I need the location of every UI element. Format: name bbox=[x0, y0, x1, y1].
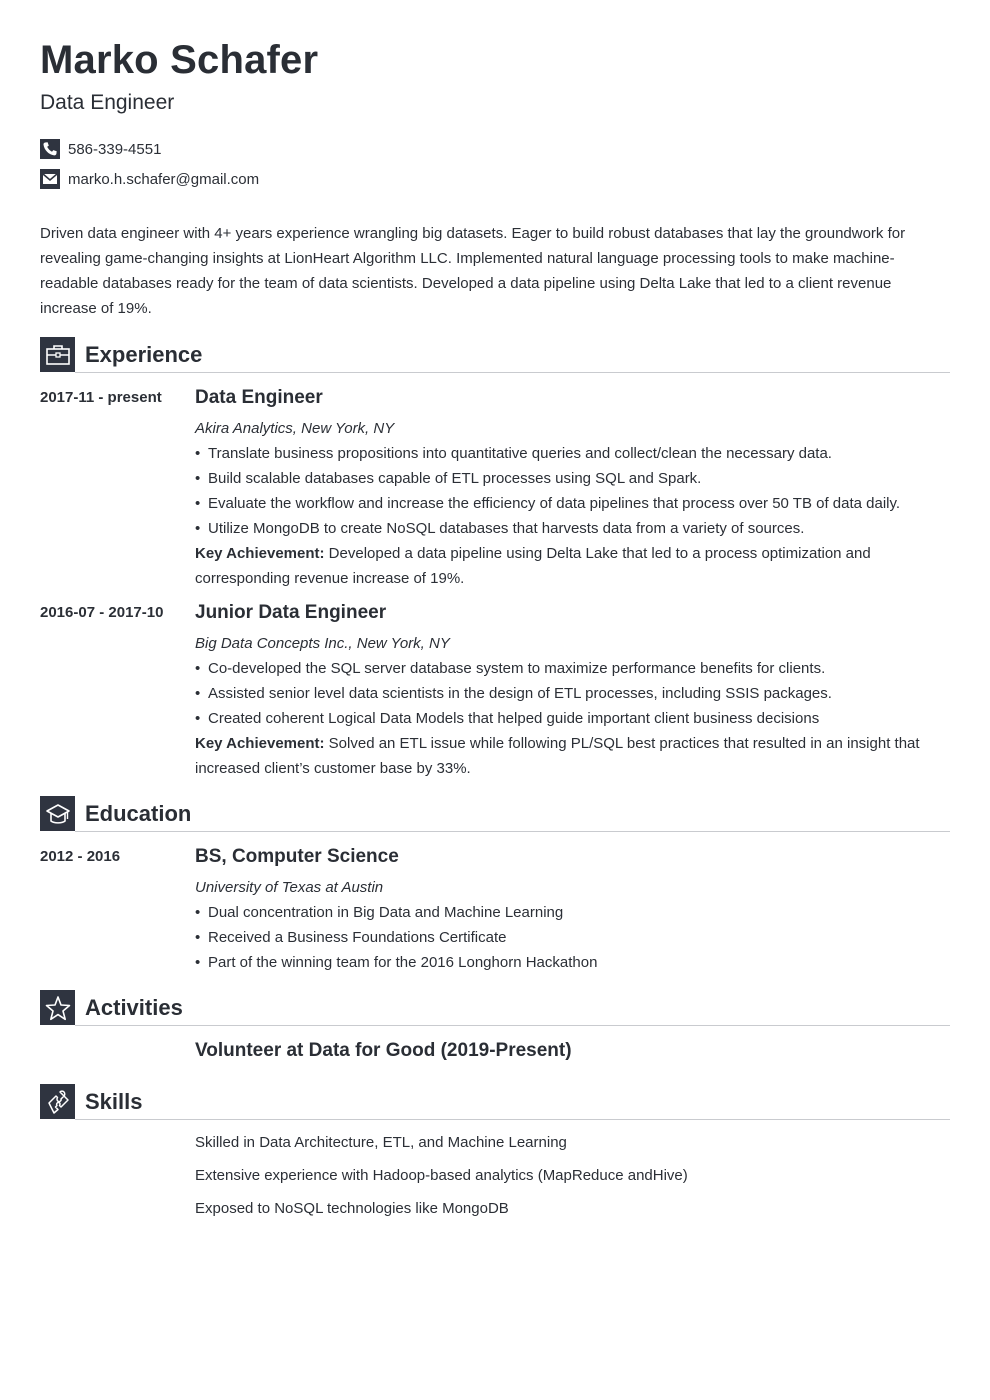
job-title: Junior Data Engineer bbox=[195, 602, 387, 623]
activities-heading: Activities bbox=[85, 995, 183, 1020]
duties-list bbox=[195, 656, 935, 731]
list-item: • Co-developed the SQL server database system to maximize performance benefits for clients. bbox=[195, 656, 935, 681]
duties-list bbox=[195, 441, 935, 541]
skill-item: Skilled in Data Architecture, ETL, and Machine Learning bbox=[195, 1134, 567, 1151]
section-divider bbox=[75, 1119, 950, 1120]
skill-item: Exposed to NoSQL technologies like MongoDB bbox=[195, 1200, 509, 1217]
key-achievement-label: Key Achievement: bbox=[195, 735, 325, 752]
section-divider bbox=[75, 1025, 950, 1026]
section-divider bbox=[75, 372, 950, 373]
profile-summary: Driven data engineer with 4+ years experience wrangling big datasets. Eager to build robust databases that lay the groundwork for revealing game-changing insights at LionHeart Algorithm LLC. Implemented natural language processing tools to make machine-readable databases ready for the team of data scientists. Developed a data pipeline using Delta Lake that led to a client revenue increase of 19%. bbox=[40, 225, 906, 317]
list-item: • Build scalable databases capable of ETL processes using SQL and Spark. bbox=[195, 466, 935, 491]
entry-dates: 2017-11 - present bbox=[40, 389, 162, 406]
employer: Akira Analytics, New York, NY bbox=[195, 420, 395, 437]
email-contact bbox=[40, 169, 259, 189]
key-achievement bbox=[195, 541, 935, 591]
phone-icon bbox=[40, 139, 60, 159]
job-title: Data Engineer bbox=[195, 387, 323, 408]
key-achievement-text: Solved an ETL issue while following PL/SQL best practices that resulted in an insight that increased client’s customer base by 33%. bbox=[195, 735, 920, 777]
section-divider bbox=[75, 831, 950, 832]
education-details-list bbox=[195, 900, 935, 975]
skills-section-header bbox=[40, 1084, 950, 1120]
activity-item: Volunteer at Data for Good (2019-Present) bbox=[195, 1040, 572, 1061]
experience-section-header bbox=[40, 337, 950, 373]
skill-item: Extensive experience with Hadoop-based analytics (MapReduce andHive) bbox=[195, 1167, 688, 1184]
entry-dates: 2016-07 - 2017-10 bbox=[40, 604, 164, 621]
school: University of Texas at Austin bbox=[195, 879, 384, 896]
degree: BS, Computer Science bbox=[195, 846, 399, 867]
phone-contact bbox=[40, 139, 161, 159]
phone-number: 586-339-4551 bbox=[68, 140, 162, 158]
email-address: marko.h.schafer@gmail.com bbox=[68, 170, 260, 188]
list-item: • Received a Business Foundations Certificate bbox=[195, 925, 935, 950]
key-achievement-text: Developed a data pipeline using Delta Lake that led to a process optimization and corresponding revenue increase of 19%. bbox=[195, 545, 871, 587]
list-item: • Created coherent Logical Data Models that helped guide important client business decisions bbox=[195, 706, 935, 731]
key-achievement-label: Key Achievement: bbox=[195, 545, 325, 562]
experience-heading: Experience bbox=[85, 342, 203, 367]
list-item: • Part of the winning team for the 2016 Longhorn Hackathon bbox=[195, 950, 935, 975]
skills-heading: Skills bbox=[85, 1089, 143, 1114]
activities-section-header bbox=[40, 990, 950, 1026]
envelope-icon bbox=[40, 169, 60, 189]
briefcase-icon bbox=[40, 337, 75, 372]
candidate-name: Marko Schafer bbox=[40, 38, 319, 82]
key-achievement bbox=[195, 731, 935, 781]
star-icon bbox=[40, 990, 75, 1025]
candidate-title: Data Engineer bbox=[40, 91, 175, 114]
list-item: • Evaluate the workflow and increase the efficiency of data pipelines that process over 50 TB of data daily. bbox=[195, 491, 935, 516]
list-item: • Assisted senior level data scientists in the design of ETL processes, including SSIS packages. bbox=[195, 681, 935, 706]
puzzle-piece-icon bbox=[40, 1084, 75, 1119]
graduation-cap-icon bbox=[40, 796, 75, 831]
list-item: • Utilize MongoDB to create NoSQL databases that harvests data from a variety of sources. bbox=[195, 516, 935, 541]
entry-dates: 2012 - 2016 bbox=[40, 848, 121, 865]
employer: Big Data Concepts Inc., New York, NY bbox=[195, 635, 450, 652]
education-section-header bbox=[40, 796, 950, 832]
education-heading: Education bbox=[85, 801, 192, 826]
list-item: • Dual concentration in Big Data and Machine Learning bbox=[195, 900, 935, 925]
list-item: • Translate business propositions into quantitative queries and collect/clean the necessary data. bbox=[195, 441, 935, 466]
